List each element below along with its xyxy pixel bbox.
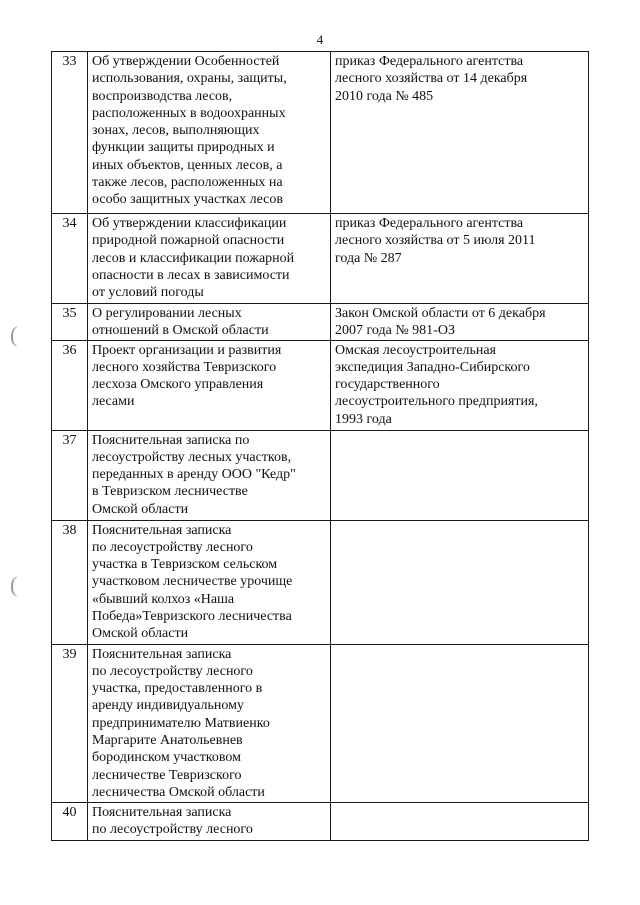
source-document-line: 1993 года (335, 411, 392, 427)
table-row (52, 644, 589, 802)
table-row (52, 430, 589, 520)
source-document-line: 2007 года № 981-ОЗ (335, 323, 455, 339)
source-document-cell (331, 644, 589, 802)
document-title-line: «бывший колхоз «Наша (92, 591, 235, 607)
document-title-cell (88, 430, 331, 520)
document-title-line: по лесоустройству лесного (92, 663, 253, 679)
documents-table-body (52, 52, 589, 841)
source-document-line: приказ Федерального агентства (335, 54, 524, 69)
source-document-cell (331, 340, 589, 430)
document-title-line: также лесов, расположенных на (92, 175, 283, 191)
document-title-line: Об утверждении Особенностей (92, 54, 280, 69)
source-document-line: лесоустроительного предприятия, (335, 394, 538, 410)
row-number-cell: 40 (52, 802, 88, 840)
document-title-line: от условий погоды (92, 285, 204, 301)
row-number-cell: 37 (52, 430, 88, 520)
document-title-line: отношений в Омской области (92, 323, 269, 339)
document-title-line: природной пожарной опасности (92, 233, 285, 249)
margin-bracket-mark: ( (10, 322, 18, 347)
document-title-line: воспроизводства лесов, (92, 88, 233, 104)
source-document-cell (331, 520, 589, 644)
document-title-line: предпринимателю Матвиенко (92, 715, 270, 731)
document-title-line: функции защиты природных и (92, 140, 275, 156)
document-title-line: лесоустройству лесных участков, (92, 449, 292, 465)
document-title-line: по лесоустройству лесного (92, 821, 253, 837)
table-row (52, 340, 589, 430)
document-title-line: Омской области (92, 626, 189, 642)
table-row (52, 214, 589, 304)
document-title-line: Об утверждении классификации (92, 216, 287, 231)
document-title-line: Пояснительная записка (92, 804, 232, 820)
source-document-cell (331, 802, 589, 840)
document-title-line: участковом лесничестве урочище (92, 574, 293, 590)
document-title-line: зонах, лесов, выполняющих (92, 123, 260, 139)
source-document-line: Омская лесоустроительная (335, 342, 496, 358)
source-document-line: года № 287 (335, 250, 402, 266)
row-number-cell: 33 (52, 52, 88, 214)
document-title-line: бородинском участковом (92, 750, 242, 766)
source-document-line: приказ Федерального агентства (335, 216, 524, 231)
source-document-line: лесного хозяйства от 14 декабря (335, 71, 528, 87)
document-title-line: использования, охраны, защиты, (92, 71, 287, 87)
row-number-cell: 38 (52, 520, 88, 644)
document-title-line: лесничества Омской области (92, 784, 265, 800)
document-title-line: Проект организации и развития (92, 342, 282, 358)
document-title-line: лесов и классификации пожарной (92, 250, 295, 266)
document-title-line: Пояснительная записка по (92, 432, 250, 448)
source-document-line: 2010 года № 485 (335, 88, 434, 104)
document-title-line: по лесоустройству лесного (92, 539, 253, 555)
margin-bracket-mark: ( (10, 572, 18, 597)
table-row (52, 520, 589, 644)
source-document-cell (331, 214, 589, 304)
row-number-cell: 36 (52, 340, 88, 430)
document-title-cell (88, 304, 331, 341)
document-title-line: лесхоза Омского управления (92, 377, 264, 393)
document-title-line: Пояснительная записка (92, 522, 232, 538)
document-title-line: Омской области (92, 501, 189, 517)
document-title-line: опасности в лесах в зависимости (92, 267, 290, 283)
source-document-cell (331, 430, 589, 520)
document-title-line: лесами (92, 394, 135, 410)
source-document-line: Закон Омской области от 6 декабря (335, 306, 546, 321)
source-document-line: государственного (335, 377, 440, 393)
document-title-cell (88, 802, 331, 840)
document-title-cell (88, 214, 331, 304)
row-number-cell: 34 (52, 214, 88, 304)
table-row (52, 304, 589, 341)
document-title-line: расположенных в водоохранных (92, 105, 286, 121)
table-row (52, 52, 589, 214)
document-title-line: лесного хозяйства Тевризского (92, 359, 277, 375)
source-document-cell (331, 304, 589, 341)
document-title-cell (88, 340, 331, 430)
source-document-cell (331, 52, 589, 214)
document-title-line: участка в Тевризском сельском (92, 557, 278, 573)
documents-table (51, 51, 589, 841)
document-title-line: Победа»Тевризского лесничества (92, 609, 292, 625)
document-title-line: Пояснительная записка (92, 646, 232, 662)
document-title-line: в Тевризском лесничестве (92, 484, 248, 500)
page-number: 4 (316, 32, 324, 47)
document-title-line: Маргарите Анатольевнев (92, 733, 243, 749)
document-title-line: участка, предоставленного в (92, 681, 263, 697)
document-title-line: О регулировании лесных (92, 306, 242, 321)
document-title-line: переданных в аренду ООО "Кедр" (92, 467, 296, 483)
source-document-line: лесного хозяйства от 5 июля 2011 (335, 233, 536, 249)
document-title-line: лесничестве Тевризского (92, 767, 242, 783)
document-title-line: иных объектов, ценных лесов, а (92, 157, 283, 173)
document-title-line: особо защитных участках лесов (92, 192, 283, 208)
row-number-cell: 35 (52, 304, 88, 341)
document-title-cell (88, 644, 331, 802)
table-row (52, 802, 589, 840)
document-title-line: аренду индивидуальному (92, 698, 244, 714)
source-document-line: экспедиция Западно-Сибирского (335, 359, 530, 375)
document-title-cell (88, 52, 331, 214)
document-title-cell (88, 520, 331, 644)
row-number-cell: 39 (52, 644, 88, 802)
